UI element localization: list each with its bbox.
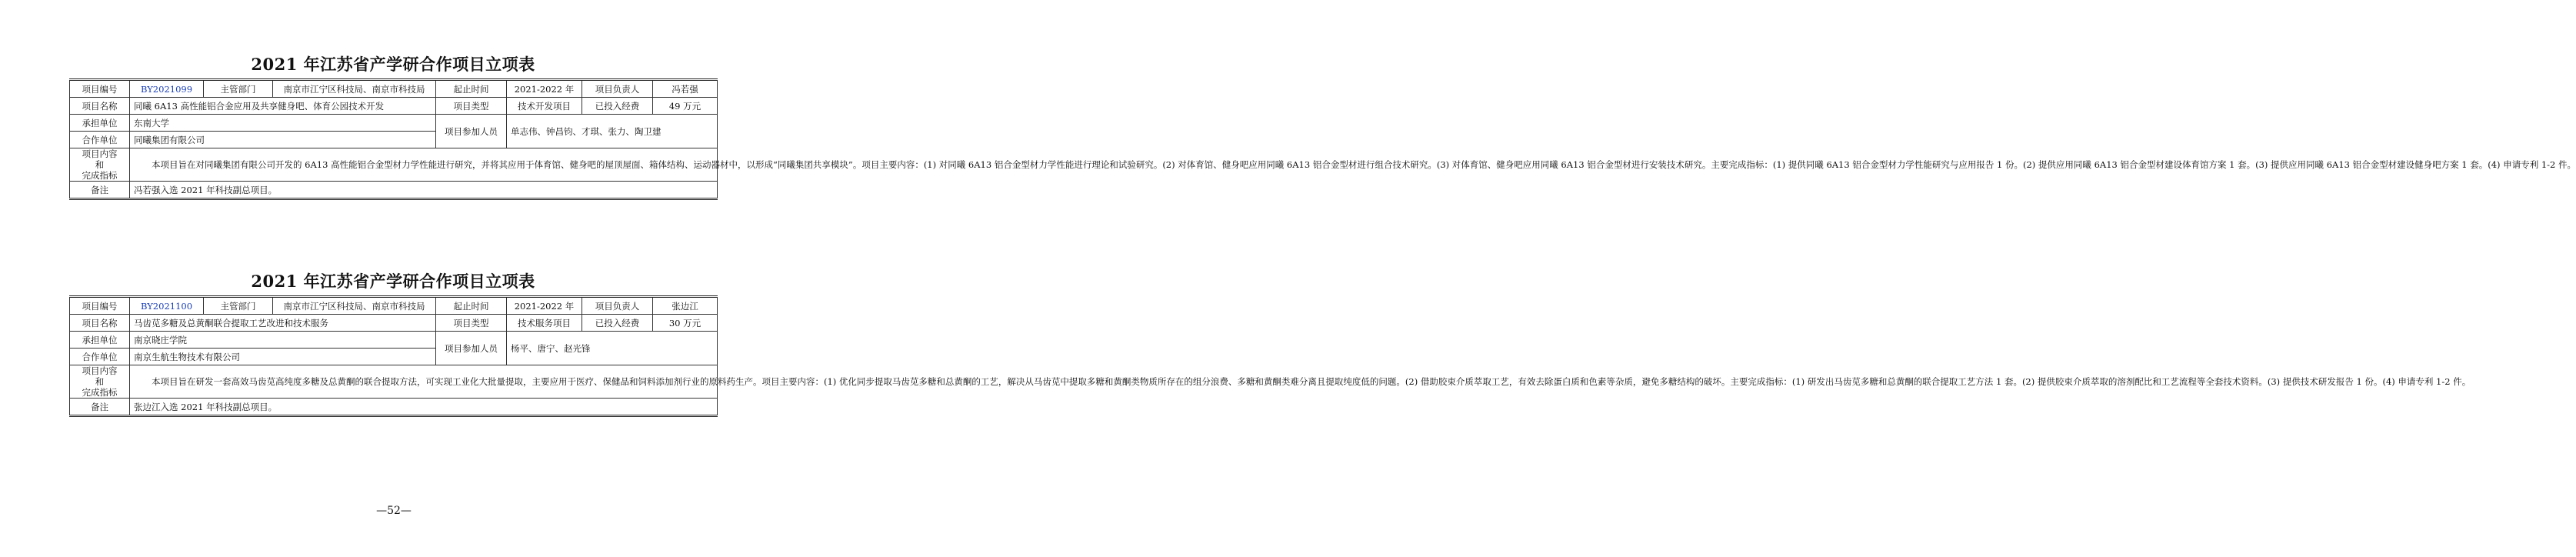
label-dept: 主管部门 [204, 297, 273, 315]
label-name: 项目名称 [70, 98, 130, 115]
label-leader: 项目负责人 [582, 297, 653, 315]
label-project-no: 项目编号 [70, 297, 130, 315]
form-row-remark [70, 399, 718, 416]
label-content [70, 148, 130, 182]
project-no-value: BY2021100 [130, 297, 204, 315]
remark-value: 冯若强入选 2021 年科技副总项目。 [130, 182, 718, 199]
funding-value: 49 万元 [653, 98, 718, 115]
content-value: 本项目旨在对同曦集团有限公司开发的 6A13 高性能铝合金型材力学性能进行研究，并将其应用于体育馆、健身吧的屋顶屋面、箱体结构、运动器材中，以形成“同曦集团共享模块”。项目主要内容：(1) 对同曦 6A13 铝合金型材力学性能进行理论和试验研究。(2) 对体育馆、健身吧应用同曦 6A13 铝合金型材进行组合技术研究。(3) 对体育馆、健身吧应用同曦 6A13 铝合金型材进行安装技术研究。主要完成指标：(1) 提供同曦 6A13 铝合金型材力学性能研究与应用报告 1 份。(2) 提供应用同曦 6A13 铝合金型材建设体育馆方案 1 套。(3) 提供应用同曦 6A13 铝合金型材建设健身吧方案 1 套。(4) 申请专利 1-2 件。 [130, 148, 718, 182]
label-content-line: 和 [95, 159, 105, 170]
participants-value: 杨平、唐宁、赵光锋 [507, 332, 718, 365]
label-project-no: 项目编号 [70, 80, 130, 98]
period-value: 2021-2022 年 [507, 80, 582, 98]
page-number: —52— [376, 505, 412, 517]
label-participants: 项目参加人员 [436, 332, 507, 365]
form-row-undertaker [70, 332, 718, 349]
dept-value: 南京市江宁区科技局、南京市科技局 [273, 80, 436, 98]
undertaker-value: 南京晓庄学院 [130, 332, 436, 349]
label-partner: 合作单位 [70, 349, 130, 365]
project-no-value: BY2021099 [130, 80, 204, 98]
period-value: 2021-2022 年 [507, 297, 582, 315]
label-participants: 项目参加人员 [436, 115, 507, 148]
partner-value: 同曦集团有限公司 [130, 132, 436, 148]
label-period: 起止时间 [436, 80, 507, 98]
label-content [70, 365, 130, 399]
label-name: 项目名称 [70, 315, 130, 332]
form-row-name [70, 315, 718, 332]
funding-value: 30 万元 [653, 315, 718, 332]
form-row-remark [70, 182, 718, 199]
label-remark: 备注 [70, 399, 130, 416]
remark-value: 张边江入选 2021 年科技副总项目。 [130, 399, 718, 416]
label-undertaker: 承担单位 [70, 115, 130, 132]
label-partner: 合作单位 [70, 132, 130, 148]
label-type: 项目类型 [436, 98, 507, 115]
dept-value: 南京市江宁区科技局、南京市科技局 [273, 297, 436, 315]
name-value: 马齿苋多糖及总黄酮联合提取工艺改进和技术服务 [130, 315, 436, 332]
partner-value: 南京生航生物技术有限公司 [130, 349, 436, 365]
label-undertaker: 承担单位 [70, 332, 130, 349]
participants-value: 单志伟、钟昌钧、才琪、张力、陶卫建 [507, 115, 718, 148]
label-content-line: 项目内容 [82, 148, 118, 159]
project-form [69, 295, 2471, 417]
leader-value: 冯若强 [653, 80, 718, 98]
form-title: 2021 年江苏省产学研合作项目立项表 [251, 55, 535, 74]
label-leader: 项目负责人 [582, 80, 653, 98]
label-period: 起止时间 [436, 297, 507, 315]
label-content-line: 完成指标 [82, 170, 118, 181]
form-title: 2021 年江苏省产学研合作项目立项表 [251, 272, 535, 291]
label-content-line: 完成指标 [82, 387, 118, 398]
form-row-undertaker [70, 115, 718, 132]
name-value: 同曦 6A13 高性能铝合金应用及共享健身吧、体育公园技术开发 [130, 98, 436, 115]
form-row-name [70, 98, 718, 115]
undertaker-value: 东南大学 [130, 115, 436, 132]
form-row-content [70, 148, 718, 182]
leader-value: 张边江 [653, 297, 718, 315]
type-value: 技术服务项目 [507, 315, 582, 332]
label-funding: 已投入经费 [582, 315, 653, 332]
type-value: 技术开发项目 [507, 98, 582, 115]
label-funding: 已投入经费 [582, 98, 653, 115]
label-content-line: 项目内容 [82, 365, 118, 376]
form-row-content [70, 365, 718, 399]
label-dept: 主管部门 [204, 80, 273, 98]
project-form [69, 78, 2576, 200]
content-value: 本项目旨在研发一套高效马齿苋高纯度多糖及总黄酮的联合提取方法，可实现工业化大批量提取，主要应用于医疗、保健品和饲料添加剂行业的原料药生产。项目主要内容：(1) 优化同步提取马齿苋多糖和总黄酮的工艺，解决从马齿苋中提取多糖和黄酮类物质所存在的组分浪费、多糖和黄酮类难分离且提取纯度低的问题。(2) 借助胶束介质萃取工艺，有效去除蛋白质和色素等杂质，避免多糖结构的破坏。主要完成指标：(1) 研发出马齿苋多糖和总黄酮的联合提取工艺方法 1 套。(2) 提供胶束介质萃取的溶剂配比和工艺流程等全套技术资料。(3) 提供技术研发报告 1 份。(4) 申请专利 1-2 件。 [130, 365, 718, 399]
form-row-basic [70, 297, 718, 315]
label-remark: 备注 [70, 182, 130, 199]
label-content-line: 和 [95, 376, 105, 387]
label-type: 项目类型 [436, 315, 507, 332]
form-row-basic [70, 80, 718, 98]
